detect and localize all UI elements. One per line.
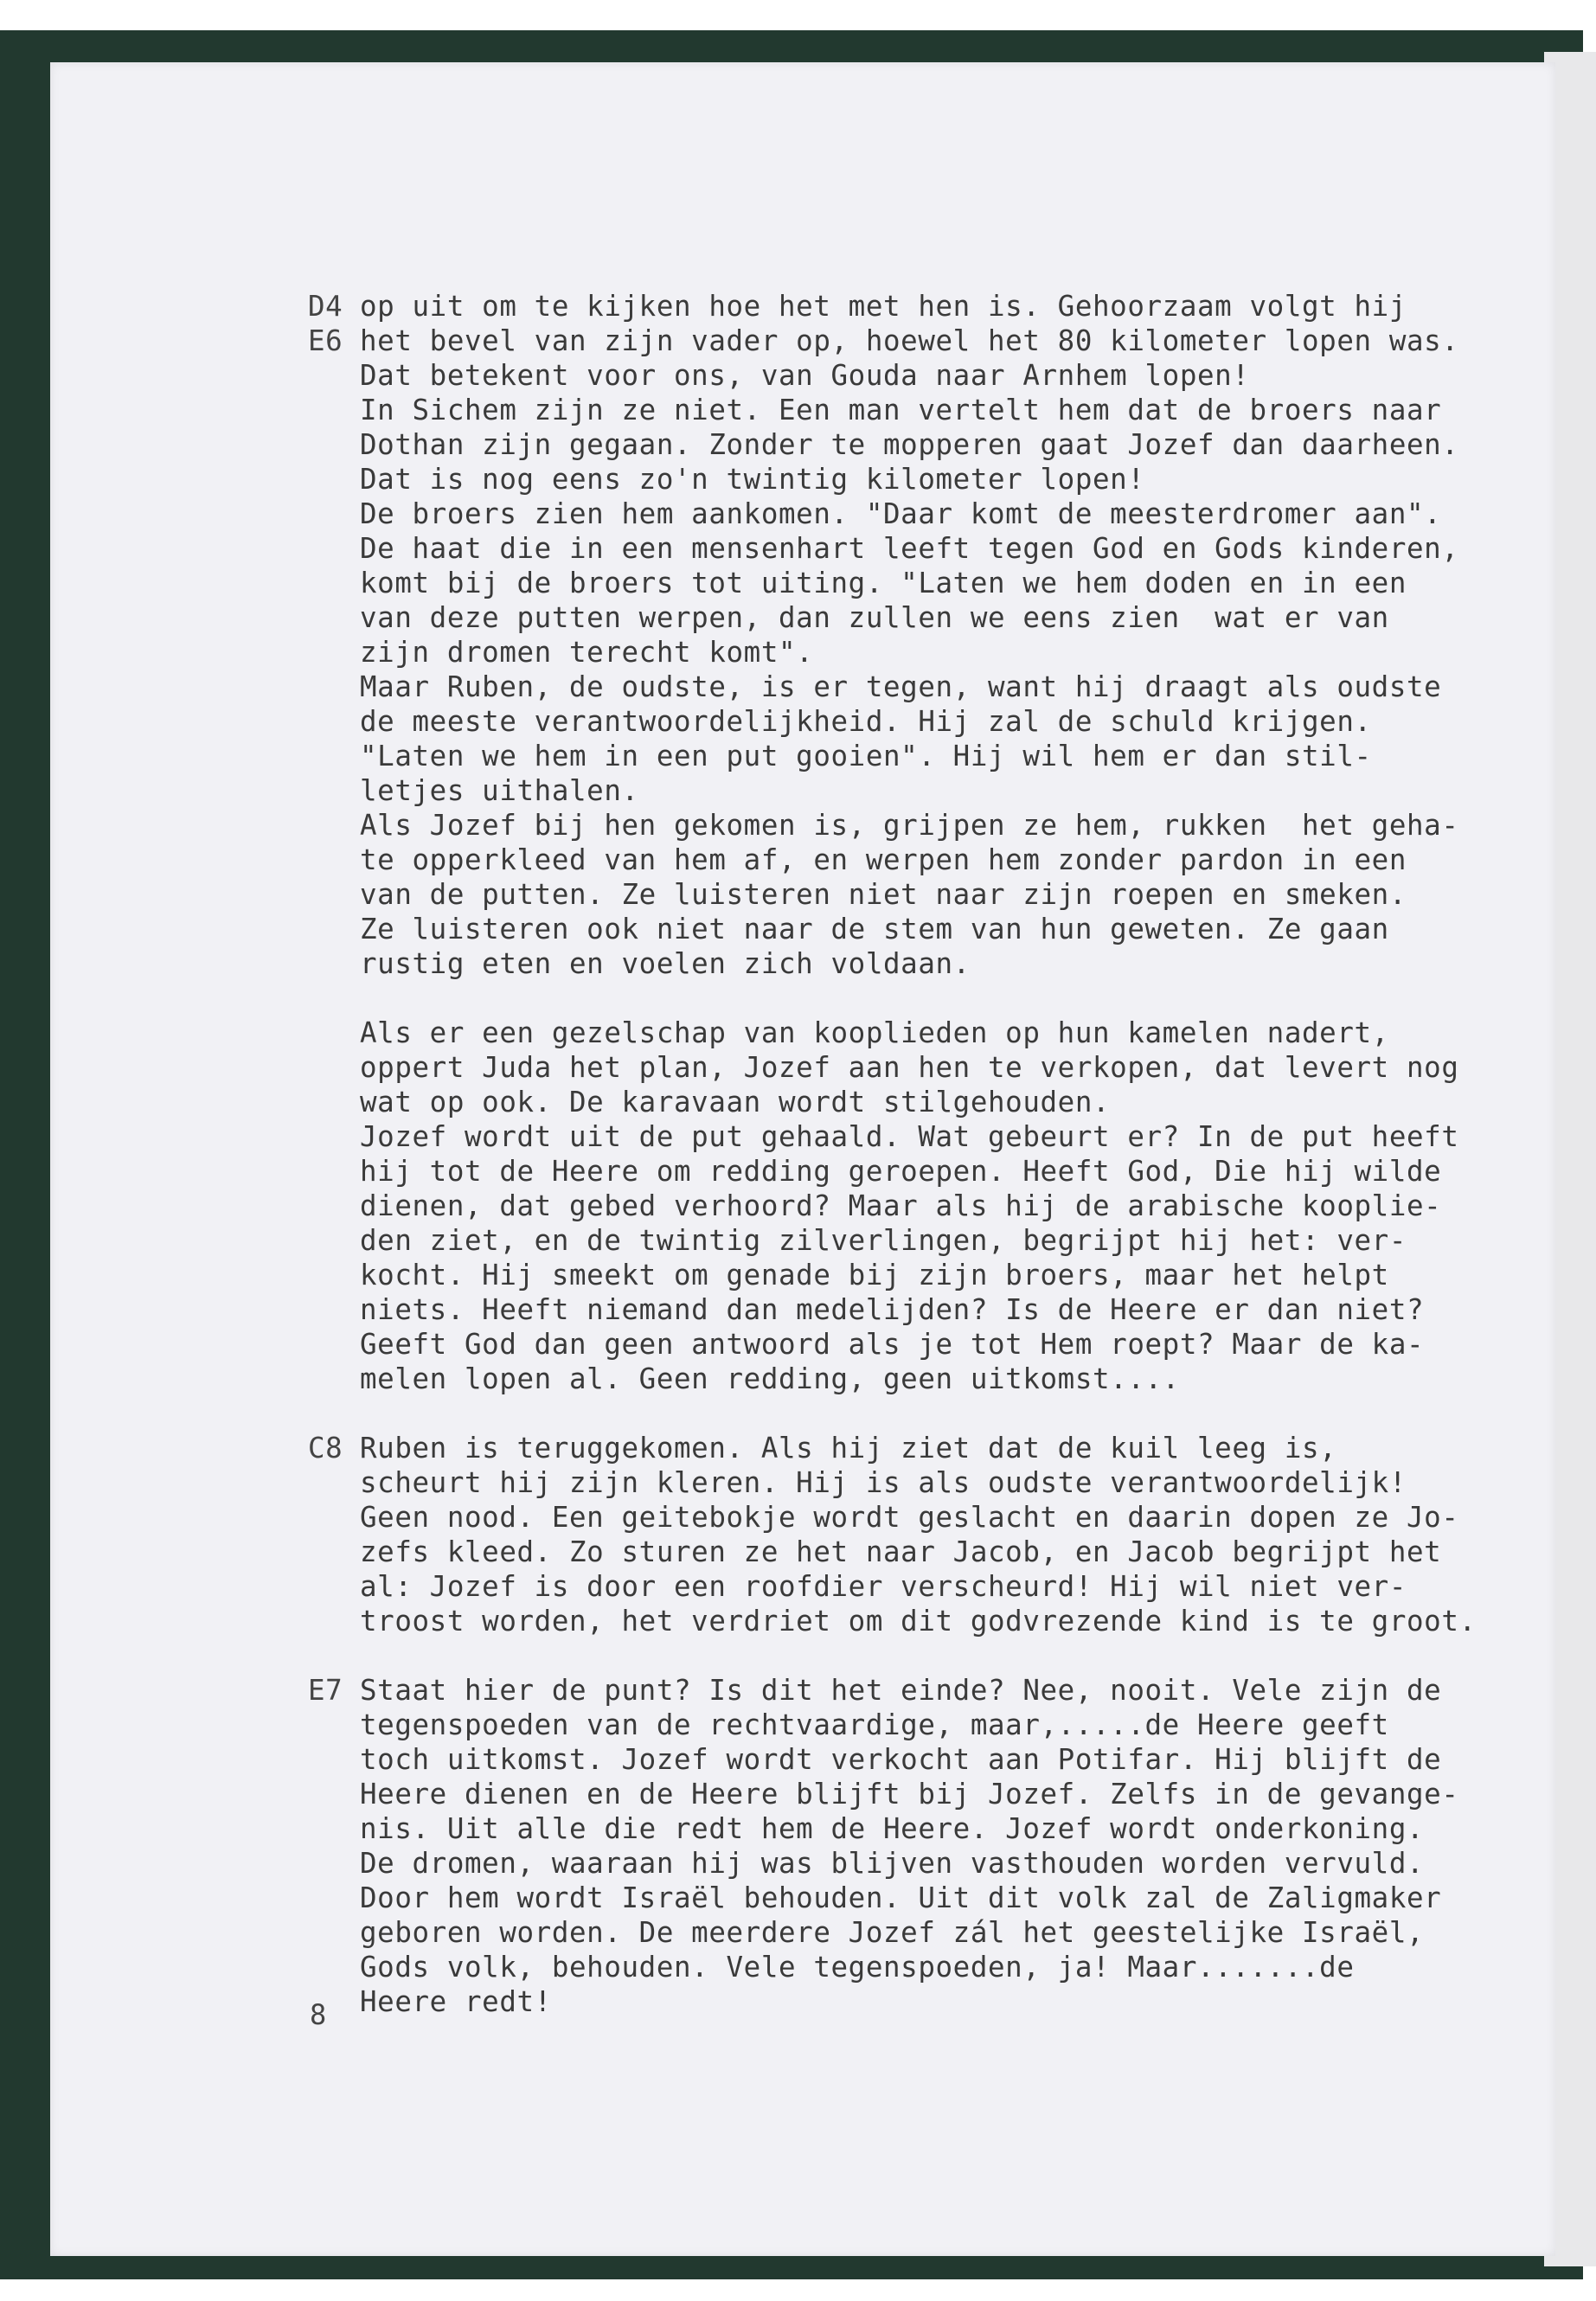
line-text: De broers zien hem aankomen. "Daar komt de meesterdromer aan". <box>360 497 1442 530</box>
text-line <box>308 843 1536 877</box>
line-text: Heere redt! <box>360 1985 552 2018</box>
text-line <box>308 1050 1536 1085</box>
margin-marker <box>308 946 360 981</box>
line-text: troost worden, het verdriet om dit godvrezende kind is te groot. <box>360 1605 1477 1638</box>
line-text: Dothan zijn gegaan. Zonder te mopperen gaat Jozef dan daarheen. <box>360 428 1459 461</box>
margin-marker <box>308 1742 360 1777</box>
text-line <box>308 1950 1536 1984</box>
margin-marker <box>308 773 360 808</box>
margin-marker <box>308 566 360 600</box>
line-text: wat op ook. De karavaan wordt stilgehouden. <box>360 1086 1111 1118</box>
text-line <box>308 1777 1536 1811</box>
text-line <box>308 1223 1536 1258</box>
line-text: Door hem wordt Israël behouden. Uit dit volk zal de Zaligmaker <box>360 1881 1442 1914</box>
margin-marker <box>308 1569 360 1604</box>
text-line <box>308 1189 1536 1223</box>
line-text: niets. Heeft niemand dan medelijden? Is de Heere er dan niet? <box>360 1293 1425 1326</box>
line-text: Maar Ruben, de oudste, is er tegen, want hij draagt als oudste <box>360 670 1442 703</box>
margin-marker <box>308 1777 360 1811</box>
text-line <box>308 1431 1536 1465</box>
line-text: Als er een gezelschap van kooplieden op hun kamelen nadert, <box>360 1016 1389 1049</box>
line-text: de meeste verantwoordelijkheid. Hij zal de schuld krijgen. <box>360 705 1372 738</box>
line-text: dienen, dat gebed verhoord? Maar als hij de arabische kooplie- <box>360 1189 1442 1222</box>
text-line <box>308 1016 1536 1050</box>
text-line <box>308 600 1536 635</box>
margin-marker <box>308 843 360 877</box>
text-line <box>308 1154 1536 1189</box>
line-text: van deze putten werpen, dan zullen we eens zien wat er van <box>360 601 1389 634</box>
text-line <box>308 1742 1536 1777</box>
margin-marker <box>308 1535 360 1569</box>
line-text: Ze luisteren ook niet naar de stem van hun geweten. Ze gaan <box>360 913 1389 945</box>
margin-marker <box>308 1950 360 1984</box>
margin-marker <box>308 358 360 393</box>
text-line <box>308 324 1536 358</box>
margin-marker <box>308 497 360 531</box>
margin-marker: E6 <box>308 324 343 357</box>
margin-marker <box>308 531 360 566</box>
margin-marker <box>308 1500 360 1535</box>
line-text: te opperkleed van hem af, en werpen hem zonder pardon in een <box>360 843 1407 876</box>
paragraph <box>308 1016 1536 1396</box>
text-line <box>308 912 1536 946</box>
text-line <box>308 1708 1536 1742</box>
margin-marker <box>308 1465 360 1500</box>
margin-marker <box>308 1085 360 1119</box>
line-text: kocht. Hij smeekt om genade bij zijn broers, maar het helpt <box>360 1259 1389 1292</box>
margin-marker <box>308 912 360 946</box>
paragraph <box>308 1673 1536 2019</box>
text-line <box>308 1119 1536 1154</box>
text-line <box>308 1292 1536 1327</box>
text-line <box>308 1535 1536 1569</box>
text-line <box>308 1604 1536 1638</box>
line-text: het bevel van zijn vader op, hoewel het 80 kilometer lopen was. <box>360 324 1459 357</box>
text-line <box>308 427 1536 462</box>
text-line <box>308 531 1536 566</box>
text-line <box>308 1811 1536 1846</box>
text-line <box>308 289 1536 324</box>
text-line <box>308 704 1536 739</box>
line-text: nis. Uit alle die redt hem de Heere. Jozef wordt onderkoning. <box>360 1812 1425 1845</box>
line-text: Dat betekent voor ons, van Gouda naar Arnhem lopen! <box>360 359 1250 392</box>
text-line <box>308 462 1536 497</box>
text-line <box>308 393 1536 427</box>
line-text: al: Jozef is door een roofdier verscheurd! Hij wil niet ver- <box>360 1570 1407 1603</box>
body-text <box>308 289 1536 2019</box>
text-line <box>308 1569 1536 1604</box>
page-number: 8 <box>310 1998 327 2031</box>
margin-marker <box>308 1915 360 1950</box>
margin-marker <box>308 1223 360 1258</box>
text-line <box>308 808 1536 843</box>
margin-marker <box>308 1811 360 1846</box>
line-text: hij tot de Heere om redding geroepen. Heeft God, Die hij wilde <box>360 1155 1442 1188</box>
margin-marker <box>308 1292 360 1327</box>
margin-marker: E7 <box>308 1674 343 1707</box>
line-text: toch uitkomst. Jozef wordt verkocht aan Potifar. Hij blijft de <box>360 1743 1442 1776</box>
text-line <box>308 1846 1536 1881</box>
margin-marker <box>308 427 360 462</box>
line-text: melen lopen al. Geen redding, geen uitkomst.... <box>360 1362 1180 1395</box>
text-line <box>308 1085 1536 1119</box>
text-line <box>308 1362 1536 1396</box>
text-line <box>308 635 1536 670</box>
margin-marker <box>308 1881 360 1915</box>
margin-marker: D4 <box>308 290 343 323</box>
text-line <box>308 773 1536 808</box>
margin-marker <box>308 393 360 427</box>
text-line <box>308 1915 1536 1950</box>
text-line <box>308 1881 1536 1915</box>
margin-marker <box>308 1016 360 1050</box>
line-text: Dat is nog eens zo'n twintig kilometer lopen! <box>360 463 1145 496</box>
line-text: De dromen, waaraan hij was blijven vasthouden worden vervuld. <box>360 1847 1425 1880</box>
margin-marker <box>308 1119 360 1154</box>
line-text: Gods volk, behouden. Vele tegenspoeden, ja! Maar.......de <box>360 1951 1355 1984</box>
line-text: Staat hier de punt? Is dit het einde? Nee, nooit. Vele zijn de <box>360 1674 1442 1707</box>
line-text: Heere dienen en de Heere blijft bij Jozef. Zelfs in de gevange- <box>360 1778 1459 1811</box>
document-page <box>50 62 1555 2256</box>
text-line <box>308 358 1536 393</box>
line-text: zijn dromen terecht komt". <box>360 636 814 669</box>
text-line <box>308 566 1536 600</box>
margin-marker <box>308 877 360 912</box>
margin-marker <box>308 1846 360 1881</box>
paragraph <box>308 1431 1536 1638</box>
line-text: komt bij de broers tot uiting. "Laten we hem doden en in een <box>360 567 1407 599</box>
margin-marker <box>308 1708 360 1742</box>
text-line <box>308 739 1536 773</box>
text-line <box>308 1500 1536 1535</box>
line-text: tegenspoeden van de rechtvaardige, maar,.....de Heere geeft <box>360 1708 1389 1741</box>
line-text: Als Jozef bij hen gekomen is, grijpen ze hem, rukken het geha- <box>360 809 1459 842</box>
paragraph <box>308 289 1536 981</box>
line-text: De haat die in een mensenhart leeft tegen God en Gods kinderen, <box>360 532 1459 565</box>
line-text: van de putten. Ze luisteren niet naar zijn roepen en smeken. <box>360 878 1407 911</box>
margin-marker <box>308 1604 360 1638</box>
margin-marker <box>308 670 360 704</box>
margin-marker <box>308 1189 360 1223</box>
line-text: scheurt hij zijn kleren. Hij is als oudste verantwoordelijk! <box>360 1466 1407 1499</box>
line-text: zefs kleed. Zo sturen ze het naar Jacob, en Jacob begrijpt het <box>360 1535 1442 1568</box>
margin-marker <box>308 739 360 773</box>
margin-marker <box>308 1154 360 1189</box>
line-text: Ruben is teruggekomen. Als hij ziet dat de kuil leeg is, <box>360 1432 1337 1465</box>
margin-marker <box>308 704 360 739</box>
line-text: Jozef wordt uit de put gehaald. Wat gebeurt er? In de put heeft <box>360 1120 1459 1153</box>
line-text: op uit om te kijken hoe het met hen is. Gehoorzaam volgt hij <box>360 290 1407 323</box>
margin-marker <box>308 462 360 497</box>
line-text: "Laten we hem in een put gooien". Hij wil hem er dan stil- <box>360 740 1372 772</box>
line-text: letjes uithalen. <box>360 774 639 807</box>
margin-marker: C8 <box>308 1432 343 1465</box>
line-text: Geeft God dan geen antwoord als je tot Hem roept? Maar de ka- <box>360 1328 1425 1361</box>
text-line <box>308 1984 1536 2019</box>
margin-marker <box>308 1258 360 1292</box>
line-text: geboren worden. De meerdere Jozef zál het geestelijke Israël, <box>360 1916 1425 1949</box>
text-line <box>308 1465 1536 1500</box>
margin-marker <box>308 808 360 843</box>
text-line <box>308 497 1536 531</box>
line-text: In Sichem zijn ze niet. Een man vertelt hem dat de broers naar <box>360 394 1442 426</box>
margin-marker <box>308 635 360 670</box>
margin-marker <box>308 1362 360 1396</box>
text-line <box>308 1673 1536 1708</box>
text-line <box>308 946 1536 981</box>
text-line <box>308 1327 1536 1362</box>
margin-marker <box>308 1327 360 1362</box>
line-text: den ziet, en de twintig zilverlingen, begrijpt hij het: ver- <box>360 1224 1407 1257</box>
text-line <box>308 877 1536 912</box>
line-text: Geen nood. Een geitebokje wordt geslacht en daarin dopen ze Jo- <box>360 1501 1459 1534</box>
line-text: rustig eten en voelen zich voldaan. <box>360 947 971 980</box>
margin-marker <box>308 600 360 635</box>
text-line <box>308 1258 1536 1292</box>
margin-marker <box>308 1050 360 1085</box>
line-text: oppert Juda het plan, Jozef aan hen te verkopen, dat levert nog <box>360 1051 1459 1084</box>
text-line <box>308 670 1536 704</box>
